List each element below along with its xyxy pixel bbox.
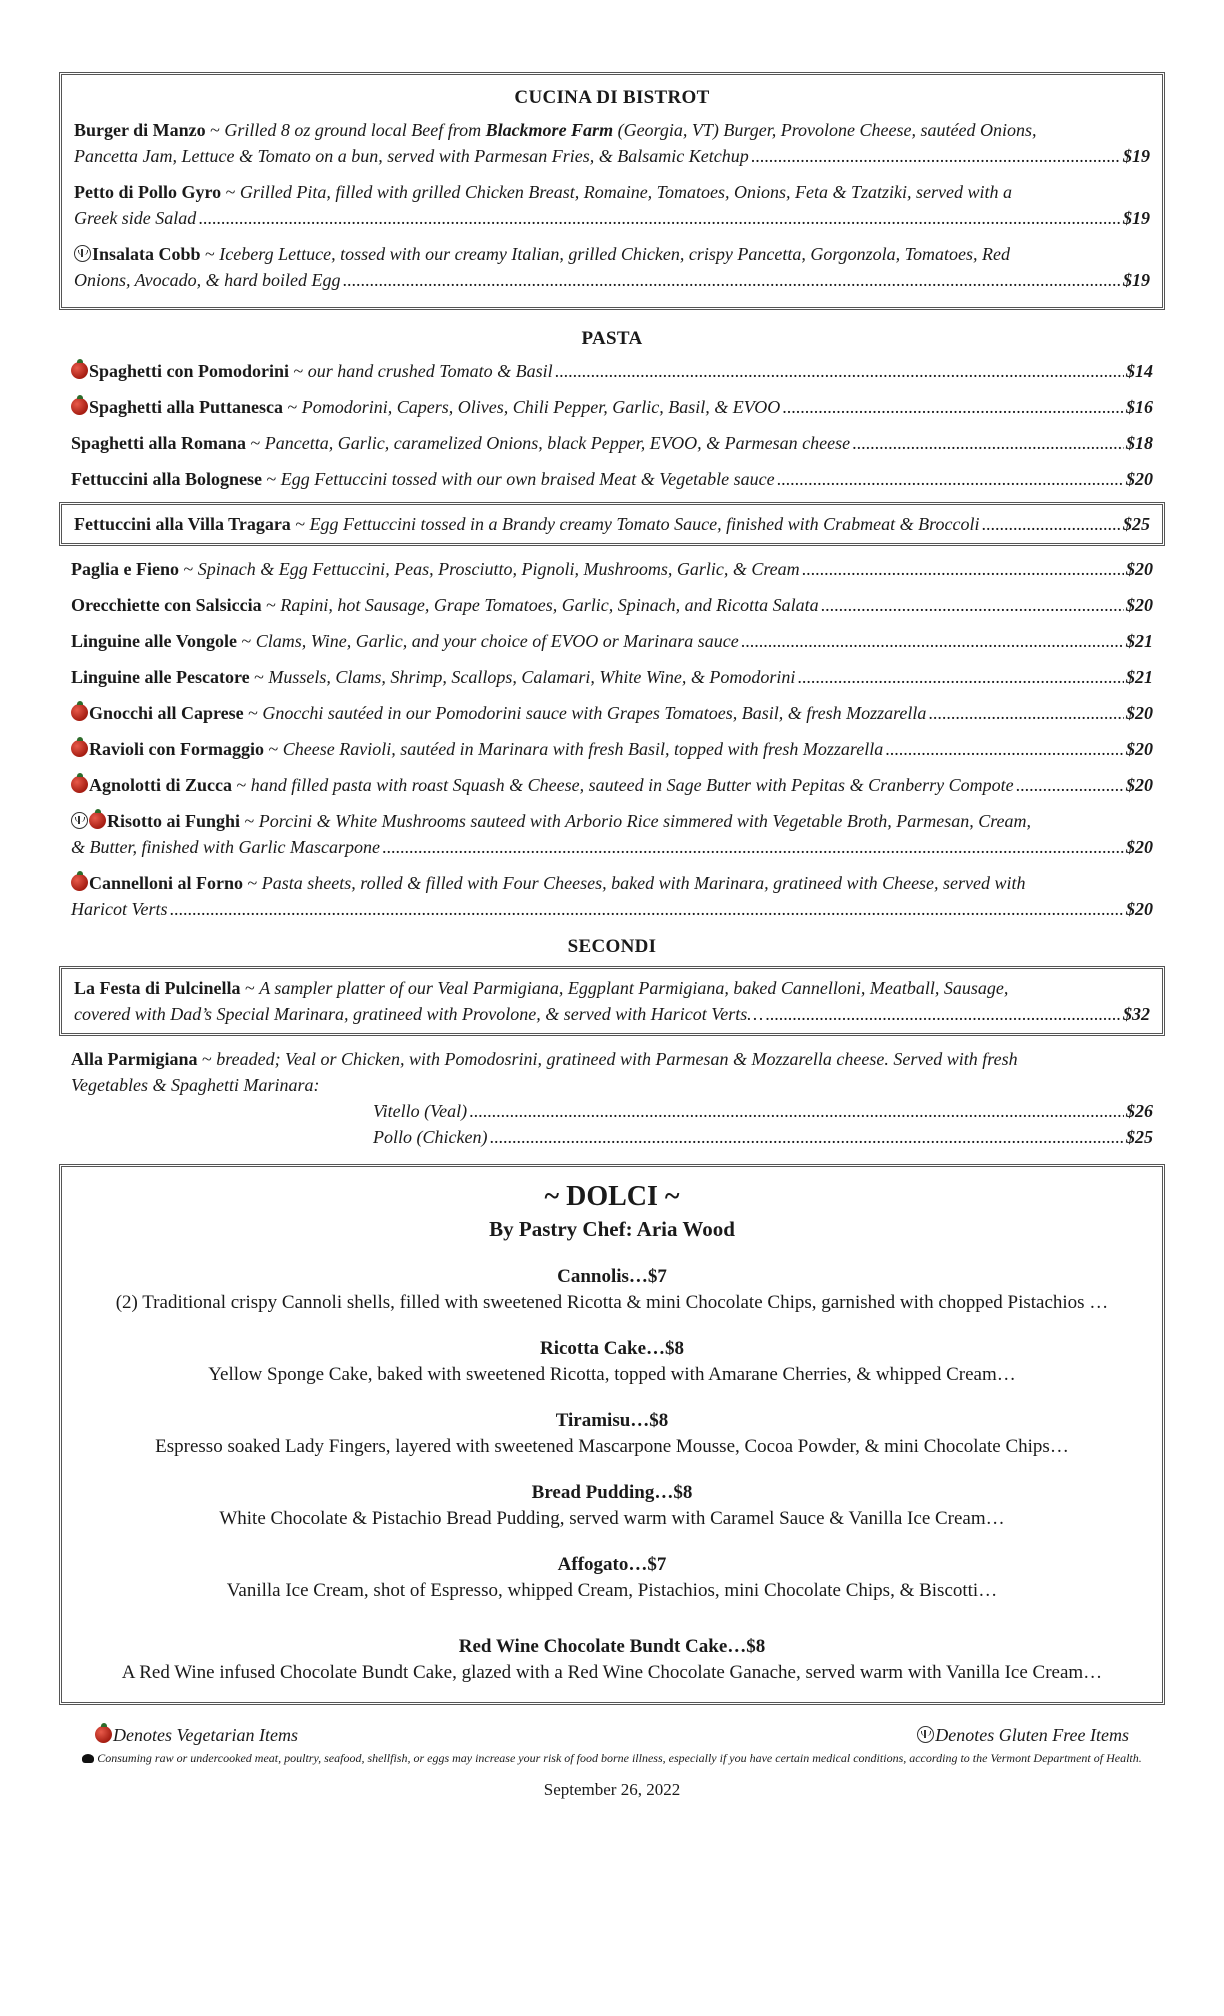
secondi-title: SECONDI — [567, 936, 657, 957]
dessert-item: Ricotta Cake…$8 Yellow Sponge Cake, baked with sweetened Ricotta, topped with Amarane Cherries, & whipped Cream… — [208, 1338, 1016, 1385]
vegetarian-legend: Denotes Vegetarian Items — [113, 1725, 298, 1745]
footer — [59, 1725, 1165, 1800]
pasta-title: PASTA — [581, 328, 643, 349]
dolci-title: ~ DOLCI ~ — [544, 1181, 680, 1212]
tomato-icon — [89, 812, 106, 829]
featured-item-box: Fettuccini alla Villa Tragara ~ Egg Fettuccini tossed in a Brandy creamy Tomato Sauce, finished with Crabmeat & Broccoli ..... $25 — [59, 502, 1165, 546]
menu-item: Ravioli con Formaggio ~ Cheese Ravioli, sautéed in Marinara with fresh Basil, topped with fresh Mozzarella ..... $20 — [71, 736, 1153, 762]
pasta-section-continued — [59, 556, 1165, 922]
menu-item: Burger di Manzo ~ Grilled 8 oz ground local Beef from Blackmore Farm (Georgia, VT) Burger, Provolone Cheese, sautéed Onions, Pancetta Jam, Lettuce & Tomato on a bun, served with Parmesan Fries, & Balsamic Ketchup ..... $19 — [74, 117, 1150, 169]
menu-item: Risotto ai Funghi ~ Porcini & White Mushrooms sauteed with Arborio Rice simmered with Vegetable Broth, Parmesan, Cream, & Butter, finished with Garlic Mascarpone ..... $20 — [71, 808, 1153, 860]
menu-item: Linguine alle Vongole ~ Clams, Wine, Garlic, and your choice of EVOO or Marinara sauce ..... $21 — [71, 628, 1153, 654]
tomato-icon — [71, 398, 88, 415]
tomato-icon — [71, 362, 88, 379]
pasta-section — [59, 358, 1165, 492]
dessert-item: Cannolis…$7 (2) Traditional crispy Cannoli shells, filled with sweetened Ricotta & mini Chocolate Chips, garnished with chopped Pistachios … — [115, 1266, 1109, 1313]
festa-box: La Festa di Pulcinella ~ A sampler platter of our Veal Parmigiana, Eggplant Parmigiana, baked Cannelloni, Meatball, Sausage, covered with Dad’s Special Marinara, gratineed with Provolone, & served with Haricot Verts… ..... $32 — [59, 966, 1165, 1036]
tomato-icon — [71, 874, 88, 891]
dessert-item: Affogato…$7 Vanilla Ice Cream, shot of Espresso, whipped Cream, Pistachios, mini Chocolate Chips, & Biscotti… — [226, 1554, 998, 1601]
gluten-free-legend: Denotes Gluten Free Items — [935, 1725, 1129, 1745]
tomato-icon — [95, 1726, 112, 1743]
dessert-item: Tiramisu…$8 Espresso soaked Lady Fingers, layered with sweetened Mascarpone Mousse, Cocoa Powder, & mini Chocolate Chips… — [155, 1410, 1069, 1457]
menu-date: September 26, 2022 — [543, 1780, 681, 1799]
legend — [59, 1725, 1165, 1746]
parmigiana-item: Alla Parmigiana ~ breaded; Veal or Chicken, with Pomodosrini, gratineed with Parmesan & Mozzarella cheese. Served with fresh Vegetables & Spaghetti Marinara: Vitello (Veal) ..... $26 Pollo (Chicken) ..... $25 — [59, 1046, 1165, 1150]
menu-item: Fettuccini alla Bolognese ~ Egg Fettuccini tossed with our own braised Meat & Vegetable sauce ..... $20 — [71, 466, 1153, 492]
menu-item: Spaghetti alla Puttanesca ~ Pomodorini, Capers, Olives, Chili Pepper, Garlic, Basil, & EVOO ..... $16 — [71, 394, 1153, 420]
tomato-icon — [71, 704, 88, 721]
wheat-circle-icon — [74, 245, 91, 262]
price: $19 — [1123, 146, 1150, 166]
menu-item: Insalata Cobb ~ Iceberg Lettuce, tossed with our creamy Italian, grilled Chicken, crispy Pancetta, Gorgonzola, Tomatoes, Red Onions, Avocado, & hard boiled Egg ..... $19 — [74, 241, 1150, 293]
plate-icon — [82, 1754, 94, 1763]
wheat-circle-icon — [917, 1726, 934, 1743]
menu-item: Petto di Pollo Gyro ~ Grilled Pita, filled with grilled Chicken Breast, Romaine, Tomatoes, Onions, Feta & Tzatziki, served with a Greek side Salad ..... $19 — [74, 179, 1150, 231]
wheat-circle-icon — [71, 812, 88, 829]
menu-item: Agnolotti di Zucca ~ hand filled pasta with roast Squash & Cheese, sauteed in Sage Butter with Pepitas & Cranberry Compote ..... $20 — [71, 772, 1153, 798]
menu-page — [59, 72, 1165, 1800]
menu-item: Paglia e Fieno ~ Spinach & Egg Fettuccini, Peas, Prosciutto, Pignoli, Mushrooms, Garlic, & Cream ..... $20 — [71, 556, 1153, 582]
menu-item: Linguine alle Pescatore ~ Mussels, Clams, Shrimp, Scallops, Calamari, White Wine, & Pomodorini ..... $21 — [71, 664, 1153, 690]
price: $19 — [1123, 208, 1150, 228]
cucina-section — [59, 72, 1165, 310]
menu-item: Spaghetti alla Romana ~ Pancetta, Garlic, caramelized Onions, black Pepper, EVOO, & Parmesan cheese ..... $18 — [71, 430, 1153, 456]
menu-item: Gnocchi all Caprese ~ Gnocchi sautéed in our Pomodorini sauce with Grapes Tomatoes, Basil, & fresh Mozzarella ..... $20 — [71, 700, 1153, 726]
price: $19 — [1123, 270, 1150, 290]
dessert-item: Bread Pudding…$8 White Chocolate & Pistachio Bread Pudding, served warm with Caramel Sauce & Vanilla Ice Cream… — [219, 1482, 1005, 1529]
menu-item: Spaghetti con Pomodorini ~ our hand crushed Tomato & Basil ..... $14 — [71, 358, 1153, 384]
tomato-icon — [71, 776, 88, 793]
pastry-chef: By Pastry Chef: Aria Wood — [489, 1217, 735, 1241]
menu-item: Orecchiette con Salsiccia ~ Rapini, hot Sausage, Grape Tomatoes, Garlic, Spinach, and Ricotta Salata ..... $20 — [71, 592, 1153, 618]
tomato-icon — [71, 740, 88, 757]
cucina-title: CUCINA DI BISTROT — [514, 87, 710, 108]
dolci-section — [59, 1164, 1165, 1705]
dessert-item: Red Wine Chocolate Bundt Cake…$8 A Red Wine infused Chocolate Bundt Cake, glazed with a Red Wine Chocolate Ganache, served warm with Vanilla Ice Cream… — [121, 1636, 1103, 1683]
health-disclaimer: Consuming raw or undercooked meat, poultry, seafood, shellfish, or eggs may increase your risk of food borne illness, especially if you have certain medical conditions, according to the Vermont Department of Health. — [59, 1750, 1165, 1766]
menu-item: Cannelloni al Forno ~ Pasta sheets, rolled & filled with Four Cheeses, baked with Marinara, gratineed with Cheese, served with Haricot Verts ..... $20 — [71, 870, 1153, 922]
